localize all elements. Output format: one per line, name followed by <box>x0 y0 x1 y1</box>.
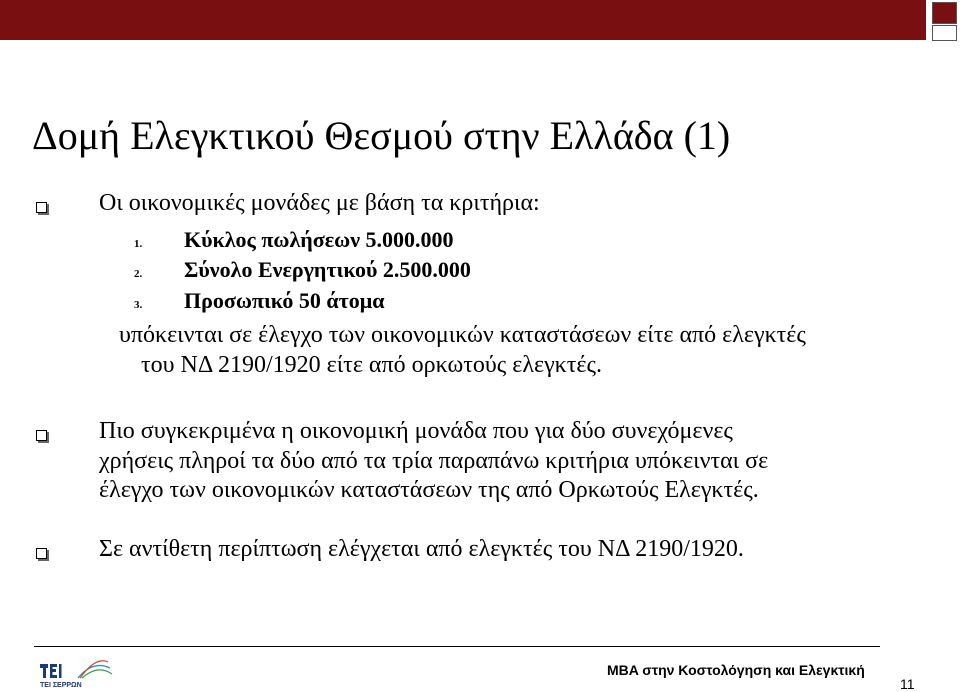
bullet-1-continuation-line-2: του ΝΔ 2190/1920 είτε από ορκωτούς ελεγκτές. <box>141 352 602 378</box>
list-number: 3. <box>134 299 143 311</box>
top-corner-box-white <box>932 25 957 41</box>
top-red-bar <box>0 0 926 40</box>
list-number: 2. <box>134 268 143 280</box>
top-banner <box>0 0 960 42</box>
footer-divider <box>34 646 880 647</box>
list-item: Κύκλος πωλήσεων 5.000.000 <box>184 227 454 252</box>
tei-serron-logo <box>38 654 138 690</box>
course-title: MBA στην Κοστολόγηση και Ελεγκτική <box>607 662 865 678</box>
top-corner-box-red <box>932 2 957 24</box>
square-bullet-icon <box>36 202 47 213</box>
bullet-2-line-1: Πιο συγκεκριμένα η οικονομική μονάδα που για δύο συνεχόμενες <box>99 418 733 444</box>
bullet-2-line-3: έλεγχο των οικονομικών καταστάσεων της από Ορκωτούς Ελεγκτές. <box>99 477 759 503</box>
list-item: Σύνολο Ενεργητικού 2.500.000 <box>184 257 471 282</box>
bullet-1-continuation-line-1: υπόκεινται σε έλεγχο των οικονομικών καταστάσεων είτε από ελεγκτές <box>119 322 806 348</box>
bullet-2-line-2: χρήσεις πληροί τα δύο από τα τρία παραπάνω κριτήρια υπόκεινται σε <box>99 448 769 474</box>
square-bullet-icon <box>36 430 47 441</box>
slide-title: Δομή Ελεγκτικού Θεσμού στην Ελλάδα (1) <box>32 113 731 158</box>
list-number: 1. <box>134 238 143 250</box>
square-bullet-icon <box>36 548 47 559</box>
bullet-1-text: Οι οικονομικές μονάδες με βάση τα κριτήρια: <box>99 190 540 216</box>
bullet-3-text: Σε αντίθετη περίπτωση ελέγχεται από ελεγκτές του ΝΔ 2190/1920. <box>99 536 744 562</box>
page-number: 11 <box>900 676 915 692</box>
list-item: Προσωπικό 50 άτομα <box>184 288 385 313</box>
svg-text:ΤΕΙ ΣΕΡΡΩΝ: ΤΕΙ ΣΕΡΡΩΝ <box>40 682 82 689</box>
